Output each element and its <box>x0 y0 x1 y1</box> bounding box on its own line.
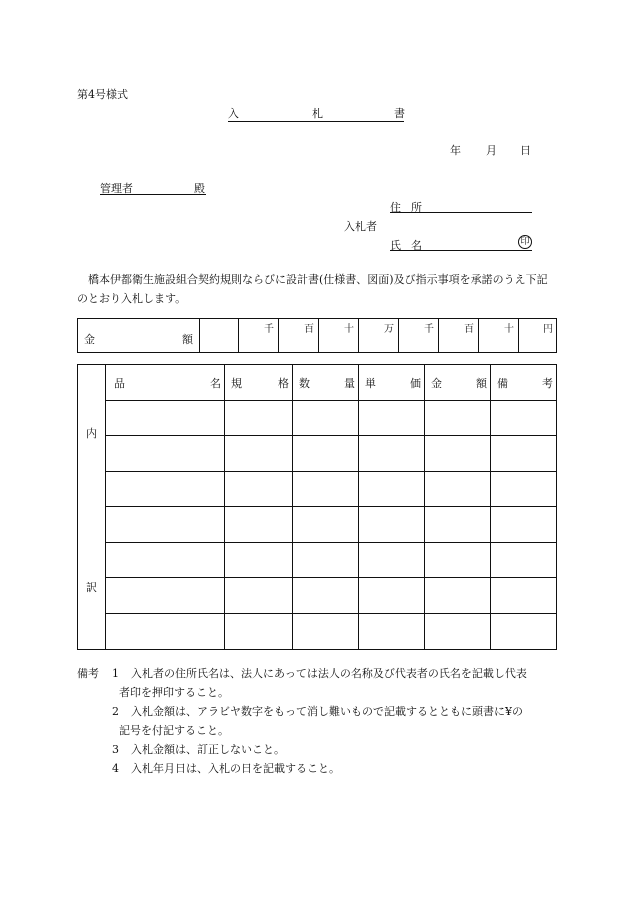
amount-table <box>77 318 557 353</box>
amount-cell[interactable]: 十 <box>479 319 519 352</box>
amount-cell[interactable] <box>199 319 239 352</box>
header-spec: 規 <box>231 377 242 390</box>
date-month: 月 <box>486 144 497 157</box>
header-unit-price: 単 <box>365 377 376 390</box>
amount-cell[interactable]: 十 <box>319 319 359 352</box>
title-char: 書 <box>394 107 405 120</box>
addressee-honorific: 殿 <box>194 182 205 195</box>
header-item-name: 品 <box>114 377 125 390</box>
amount-cell[interactable]: 百 <box>439 319 479 352</box>
consent-paragraph: 橋本伊都衛生施設組合契約規則ならびに設計書(仕様書、図面)及び指示事項を承諾のうえ下記のとおり入札します。 <box>77 273 548 305</box>
header-remarks: 備 <box>497 377 508 390</box>
address-field[interactable] <box>390 212 532 213</box>
title-char: 札 <box>312 107 323 120</box>
address-label: 住 所 <box>390 201 422 214</box>
breakdown-table: 内 訳 品 名 規 格 数 量 単 価 金 額 備 考 <box>77 364 557 650</box>
amount-cell[interactable]: 千 <box>399 319 439 352</box>
addressee-name: 管理者 <box>100 182 133 195</box>
date-day: 日 <box>520 144 531 157</box>
amount-cell[interactable]: 百 <box>279 319 319 352</box>
amount-cell[interactable]: 円 <box>543 324 553 335</box>
header-amount: 金 <box>431 377 442 390</box>
breakdown-side-label: 内 訳 <box>78 365 106 649</box>
date-year: 年 <box>450 144 461 157</box>
notes: 備考 1 入札者の住所氏名は、法人にあっては法人の名称及び代表者の氏名を記載し代表 者印を押印すること。 2 入札金額は、アラビヤ数字をもって消し難いもので記載するとともに頭書に¥の 記号を付記すること。 3 入札金額は、訂正しないこと。 4 入札年月日は、入札の日を記載すること。 <box>77 664 557 774</box>
document-title <box>228 105 404 122</box>
amount-cell[interactable]: 万 <box>359 319 399 352</box>
notes-heading: 備考 <box>77 667 99 680</box>
amount-cell[interactable]: 千 <box>239 319 279 352</box>
bidder-label: 入札者 <box>344 220 377 233</box>
name-field[interactable] <box>390 250 532 251</box>
seal-mark: 印 <box>518 235 532 249</box>
header-quantity: 数 <box>299 377 310 390</box>
form-number: 第4号様式 <box>77 88 128 101</box>
addressee <box>100 180 206 195</box>
name-label: 氏 名 <box>390 239 422 252</box>
amount-label: 金 額 <box>78 319 200 352</box>
title-char: 入 <box>228 107 239 120</box>
